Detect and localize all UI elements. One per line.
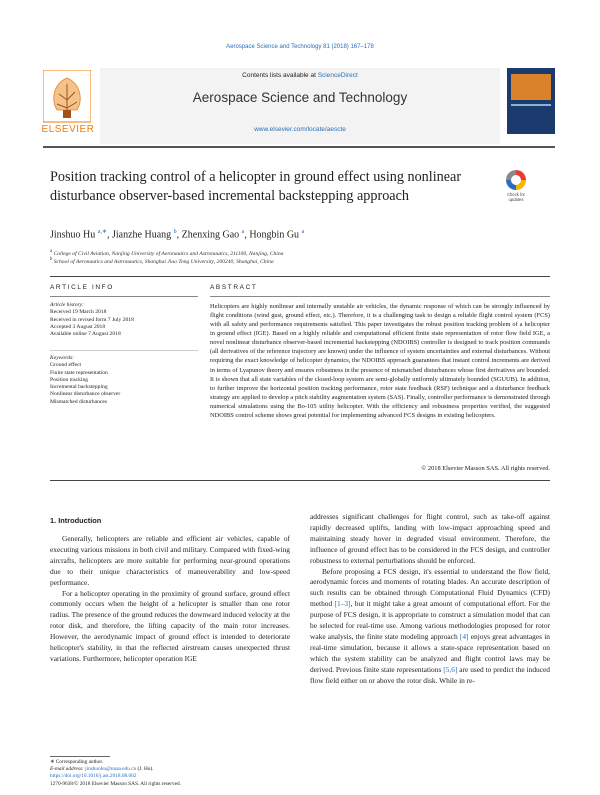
author-sup: a,∗: [97, 229, 107, 235]
journal-cover-stripe: [511, 104, 551, 106]
history-item: Accepted 3 August 2018: [50, 323, 106, 330]
author-name[interactable]: Zhenxing Gao: [181, 229, 240, 241]
author-name[interactable]: Hongbin Gu: [249, 229, 300, 241]
keyword-item: Mismatched disturbances: [50, 398, 108, 405]
sciencedirect-link[interactable]: ScienceDirect: [317, 72, 358, 79]
author-name[interactable]: Jinshuo Hu: [50, 229, 96, 241]
author-sup: a: [301, 229, 305, 235]
citation-link[interactable]: [1–3]: [334, 599, 351, 609]
body-paragraph: Generally, helicopters are reliable and efficient air vehicles, capable of executing various missions in both civil and military. Compared with fixed-wing aircrafts, helicopters are more suitable for performing near-ground operations due to their unique characteristics of maneuverability and low-speed performance.: [50, 534, 290, 587]
section-heading: 1. Introduction: [50, 516, 102, 525]
author-list: Jinshuo Hu $^{a,∗}$, Jianzhe Huang $^b$, Zhenxing Gao $^a$, Hongbin Gu $^a$: [50, 229, 305, 241]
contents-prefix: Contents lists available at: [242, 72, 316, 79]
abstract-divider: [50, 480, 550, 481]
body-paragraph: addresses significant challenges for flight control, such as take-off against rapidly decreased uplifts, landing with low-impact approaching speed and maintaining steady hover in degraded visual environment. Therefore, the influence of ground effect has to be considered in the FCS design, and controller robustness to external perturbations should be enforced.: [310, 512, 550, 565]
history-item: Received in revised form 7 July 2018: [50, 316, 134, 323]
keyword-item: Finite state representation: [50, 369, 108, 376]
text-run: , but it might take a great amount of computational effort. For the purpose of FCS design, it is appropriate to construct a simulation model that can be selected for real-time use. Among various methodologies proposed for rotor wake analysis, the finite state modeling approach: [310, 599, 550, 641]
keyword-item: Nonlinear disturbance observer: [50, 391, 121, 398]
affiliation: [50, 257, 274, 265]
elsevier-tree-logo: [43, 70, 91, 132]
journal-cover-graphic: [511, 74, 551, 100]
history-label: Article history:: [50, 302, 85, 308]
footnotes: [50, 759, 310, 788]
article-info-subrule: [50, 350, 198, 351]
author-name[interactable]: Jianzhe Huang: [112, 229, 172, 241]
keyword-item: Incremental backstepping: [50, 384, 108, 391]
keyword-item: Position tracking: [50, 376, 89, 383]
citation-link[interactable]: [5,6]: [443, 664, 458, 674]
issn-line: 1270-9638/© 2018 Elsevier Masson SAS. All rights reserved.: [50, 780, 181, 787]
abstract-heading: ABSTRACT: [210, 284, 258, 291]
keyword-item: Ground effect: [50, 362, 82, 369]
article-info-heading: ARTICLE INFO: [50, 284, 114, 291]
keywords-label: Keywords:: [50, 355, 75, 361]
journal-homepage: [100, 126, 500, 133]
elsevier-wordmark: ELSEVIER: [41, 124, 95, 135]
keywords: [50, 355, 198, 406]
history-item: Available online 7 August 2018: [50, 331, 121, 338]
text-run: Before proposing a FCS design, it's essential to understand the flow field, aerodynamic forces and moments of rotating blades. An accurate description of such results can be obtained through Computational Fluid Dynamics (CFD) method: [310, 566, 550, 609]
text-run: enjoys great advantages in real-time simulation, because it allows a state-space representation based on which the system stability can be analyzed and flight control laws may be derived. Previous finite state representations: [310, 631, 550, 674]
email-suffix: (J. Hu).: [137, 766, 154, 773]
footnote-rule: [50, 756, 110, 757]
email-link[interactable]: jinshuohu@nuaa.edu.cn: [85, 766, 137, 773]
journal-reference[interactable]: Aerospace Science and Technology 81 (2018) 167–178: [226, 44, 374, 50]
abstract-text: Helicopters are highly nonlinear and internally unstable air vehicles, the dynamic response of which can be strongly influenced by flight conditions (wind gust, ground effect, etc.). Therefore, it is a challenging task to design a reliable flight control system (FCS) with all safety and performance requirements satisfied. This paper investigates the robust position tracking problem of a helicopter in ground effect (IGE). Based on a highly reliable and computational efficient finite state representation of rotor flow field IGE, a novel nonlinear disturbance observer-based incremental backstepping (NDOIBS) controller is designed to track position commands (all derivatives of the reference trajectory are known) under the influence of system uncertainties and external disturbances. Without requiring the exact knowledge of helicopter dynamics, the NDOIBS approach guarantees that instant control increments are derived in terms of Lyapunov theory and ensures robustness in the presence of mismatched disturbances whose first derivatives are bounded. It is shown that all state variables of the closed-loop system are semi-globally uniformly ultimately bounded (SGUUB). In addition, to further improve the horizontal position tracking performance, rotor state feedback (RSF) technique and a disturbance feedback strategy are applied to develop a pitch stability augmentation system (SAS). Finally, controller performance is demonstrated through numerical simulations using the Bo-105 utility helicopter. With the efficiency and robustness properties verified, the suggested NDOIBS control scheme shows great potential for implementing advanced FCS designs in existing helicopters.: [210, 303, 550, 419]
check-for-updates-icon-center: [511, 175, 521, 185]
body-paragraph: For a helicopter operating in the proximity of ground surface, ground effect commonly occurs when the height of a helicopter is smaller than one rotor radius. The presence of the ground reduces the downward induced velocity at the rotor disk, and therefore, the lifting capacity of the main rotor increases. However, the aerodynamic impact of ground effect is intended to deteriorate helicopter's stability, in that the reflected airstream causes unexpected thrust variations. Furthermore, helicopter operation IGE: [50, 588, 290, 663]
article-info-rule: [50, 296, 198, 297]
check-for-updates-label[interactable]: [500, 192, 532, 202]
affiliation-text: School of Aeronautics and Astronautics, Shanghai Jiao Tong University, 200240, Shanghai, China: [53, 258, 274, 265]
affiliation-sup: b: [50, 257, 53, 262]
abstract-rule: [210, 296, 550, 297]
affiliation: [50, 249, 283, 257]
citation-link[interactable]: [4]: [459, 631, 469, 641]
journal-name: Aerospace Science and Technology: [192, 90, 408, 105]
affiliation-text: College of Civil Aviation, Nanjing University of Aeronautics and Astronautics, 211100, Nanjing, China: [53, 250, 284, 257]
header-divider: [43, 146, 555, 148]
doi-link[interactable]: https://doi.org/10.1016/j.ast.2018.08.002: [50, 773, 137, 780]
affiliation-sup: a: [50, 249, 53, 254]
badge-line2: updates: [508, 197, 524, 202]
corresponding-author-note: ∗ Corresponding author.: [50, 759, 104, 765]
email-note: [50, 766, 310, 773]
email-label: E-mail address:: [50, 766, 84, 773]
authors-divider: [50, 276, 550, 277]
author-sup: a: [241, 229, 245, 235]
text-run: are used to predict the induced flow field either on or above the rotor disk. While in re-: [310, 664, 550, 685]
contents-available: [100, 72, 500, 79]
abstract-copyright: © 2018 Elsevier Masson SAS. All rights reserved.: [421, 465, 550, 472]
body-left-column: [50, 534, 290, 665]
badge-line1: Check for: [507, 192, 525, 197]
article-history: [50, 302, 198, 338]
journal-homepage-link[interactable]: www.elsevier.com/locate/aescte: [254, 126, 346, 133]
body-paragraph: [310, 567, 550, 687]
author-sup: b: [173, 229, 177, 235]
body-right-column: [310, 512, 550, 687]
article-title: Position tracking control of a helicopter in ground effect using nonlinear disturbance observer-based incremental backstepping approach: [50, 169, 462, 204]
history-item: Received 19 March 2018: [50, 309, 107, 316]
